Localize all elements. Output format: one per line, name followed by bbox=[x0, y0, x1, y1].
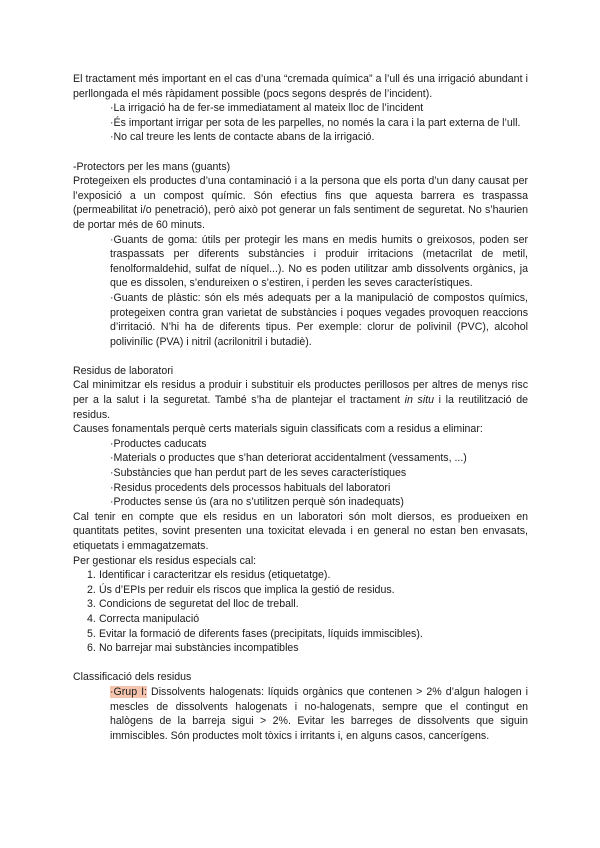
classification-heading: Classificació dels residus bbox=[73, 671, 192, 684]
waste-p1-text-end: i la reutilització de residus. bbox=[73, 394, 528, 421]
cause-item: ·Materials o productes que s’han deteriorat accidentalment (vessaments, ...) bbox=[110, 452, 467, 465]
intro-paragraph: El tractament més important en el cas d’una “cremada química” a l’ull és una irrigació abundant i perllongada el més ràpidament possible (pocs segons després de l’incident). bbox=[73, 73, 528, 100]
intro-bullet: ·La irrigació ha de fer-se immediatament al mateix lloc de l’incident bbox=[110, 102, 424, 115]
waste-paragraph-2: Causes fonamentals perquè certs materials siguin classificats com a residus a eliminar: bbox=[73, 423, 483, 436]
group-1-paragraph bbox=[110, 685, 528, 743]
waste-steps-list bbox=[73, 568, 528, 656]
intro-bullet: ·És important irrigar per sota de les parpelles, no només la cara i la part externa de l’ull. bbox=[110, 116, 521, 129]
list-item: 5. Evitar la formació de diferents fases (precipitats, líquids immiscibles). bbox=[87, 627, 423, 640]
waste-paragraph-4: Per gestionar els residus especials cal: bbox=[73, 554, 257, 567]
hands-heading: -Protectors per les mans (guants) bbox=[73, 160, 231, 173]
in-situ-italic: in situ bbox=[404, 394, 435, 407]
group-1-label-highlight: ·Grup I: bbox=[110, 685, 148, 698]
cause-item: ·Substàncies que han perdut part de les seves característiques bbox=[110, 467, 407, 480]
waste-paragraph-1 bbox=[73, 378, 528, 422]
intro-bullet: ·No cal treure les lents de contacte abans de la irrigació. bbox=[110, 131, 375, 144]
cause-item: ·Productes caducats bbox=[110, 437, 207, 450]
group-1-text: Dissolvents halogenats: líquids orgànics que contenen > 2% d’algun halogen i mescles de dissolvents halogenats i no-halogenats, sempre que el contingut en halògens de la barreja sigui > 2%. Evitar les barreges de dissolvents que siguin immiscibles. Són productes molt tòxics i irritants i, en alguns casos, cancerígens. bbox=[110, 685, 528, 742]
list-item: 2. Ús d’EPIs per reduir els riscos que implica la gestió de residus. bbox=[87, 583, 395, 596]
hands-paragraph: Protegeixen els productes d’una contaminació i a la persona que els porta d’un dany causat per l’exposició a un compost químic. Són efectius fins que aquesta barrera es traspassa (permeabilitat i/o penetració), però això pot generar un fals sentiment de seguretat. No s’haurien de portar més de 60 minuts. bbox=[73, 175, 528, 231]
cause-item: ·Productes sense ús (ara no s’utilitzen perquè són inadequats) bbox=[110, 496, 404, 509]
document-body bbox=[73, 72, 528, 743]
waste-paragraph-3: Cal tenir en compte que els residus en un laboratori són molt diersos, es produeixen en quantitats petites, sovint presenten una toxicitat elevada i en general no estan ben envasats, etiquetats i emmagatzemats. bbox=[73, 510, 528, 552]
list-item: 6. No barrejar mai substàncies incompatibles bbox=[87, 642, 299, 655]
gloves-plastic-bullet: ·Guants de plàstic: són els més adequats per a la manipulació de compostos químics, protegeixen contra gran varietat de substàncies i poques vegades provoquen reaccions d’irritació. N’hi ha de diferents tipus. Per exemple: clorur de polivinil (PVC), alcohol polivinílic (PVA) i nitril (acrilonitril i butadiè). bbox=[110, 291, 528, 348]
waste-causes bbox=[73, 437, 528, 510]
list-item: 3. Condicions de seguretat del lloc de treball. bbox=[87, 598, 299, 611]
hands-bullets bbox=[73, 233, 528, 350]
intro-bullets bbox=[73, 101, 528, 145]
list-item: 1. Identificar i caracteritzar els residus (etiquetatge). bbox=[87, 569, 331, 582]
gloves-rubber-bullet: ·Guants de goma: útils per protegir les mans en medis humits o greixosos, poden ser traspassats per diferents substàncies i produir irritacions (metacrilat de metil, fenolformaldehid, sulfat de níquel...). No es poden utilitzar amb dissolvents orgànics, ja que es dissolen, s’endureixen o s’estiren, i perden les seves característiques. bbox=[110, 233, 528, 290]
list-item: 4. Correcta manipulació bbox=[87, 612, 200, 625]
waste-p1-text: Cal minimitzar els residus a produir i substituir els productes perillosos per altres de menys risc per a la salut i la seguretat. També s’ha de plantejar el tractament bbox=[73, 379, 528, 407]
waste-heading: Residus de laboratori bbox=[73, 364, 174, 377]
cause-item: ·Residus procedents dels processos habituals del laboratori bbox=[110, 481, 391, 494]
classification-groups bbox=[73, 685, 528, 743]
